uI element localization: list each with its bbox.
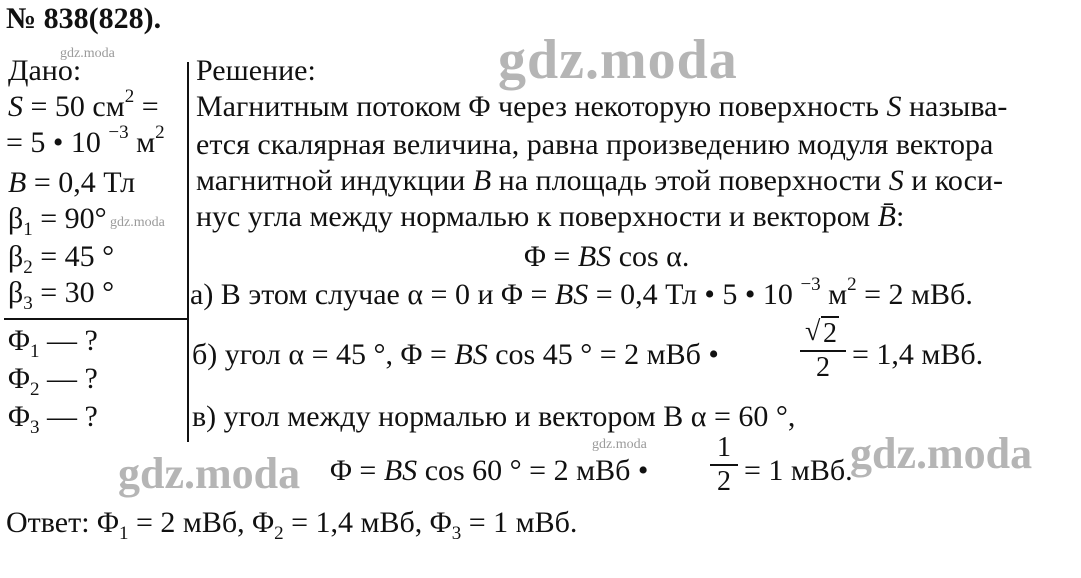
given-area-si: = 5 • 10 $^{-3}$ $м^2$	[6, 122, 165, 159]
watermark-bottom-right: gdz.moda	[850, 429, 1033, 478]
find-phi2: $\Phi_2$ — ?	[8, 362, 98, 400]
find-phi1: $\Phi_1$ — ?	[8, 324, 98, 362]
solution-case-b: б) угол α = 45 °, Φ = BS cos 45 ° = 2 мВб •	[192, 338, 719, 371]
watermark-small-2: gdz.moda	[110, 215, 165, 230]
watermark-small-1: gdz.moda	[60, 46, 115, 61]
divider-given-find	[4, 318, 188, 320]
divider-vertical	[187, 62, 189, 442]
solution-case-a: а) В этом случае α = 0 и Φ = BS = 0,4 Тл • 5 • 10 $^{-3}$ $м^2 = 2$ мВб.	[190, 274, 973, 311]
watermark-small-3: gdz.moda	[592, 437, 647, 452]
problem-number: № 838(828).	[6, 2, 162, 35]
solution-def-line1: Магнитным потоком Φ через некоторую поверхность S называ-	[196, 90, 1008, 123]
solution-def-line4: нус угла между нормалью к поверхности и вектором B̄:	[196, 200, 905, 233]
find-phi3: $\Phi_3$ — ?	[8, 400, 98, 438]
watermark-top: gdz.moda	[498, 29, 738, 91]
case-c-fraction: 1 2	[710, 432, 738, 498]
sqrt-symbol: √ 2	[807, 318, 839, 350]
solution-case-c-result: = 1 мВб.	[744, 454, 853, 487]
solution-case-b-result: = 1,4 мВб.	[852, 338, 984, 371]
solution-case-c-formula: Φ = BS cos 60 ° = 2 мВб •	[330, 454, 649, 487]
given-induction: B = 0,4 Тл	[8, 166, 136, 199]
solution-title: Решение:	[196, 54, 316, 87]
given-beta3: $\beta_3 = 30$ °	[8, 276, 115, 314]
given-area: S = 50 $см^2$ =	[8, 86, 159, 123]
answer-line: Ответ: $\Phi_1 = 2$ мВб, $\Phi_2 = 1,4$ мВб, $\Phi_3 = 1$ мВб.	[6, 506, 578, 544]
given-title: Дано:	[8, 54, 82, 87]
watermark-bottom-left: gdz.moda	[118, 449, 301, 498]
given-beta1: $\beta_1 = 90^\circ$	[8, 202, 107, 240]
solution-def-line2: ется скалярная величина, равна произведению модуля вектора	[196, 128, 994, 161]
solution-def-line3: магнитной индукции B на площадь этой поверхности S и коси-	[196, 164, 1003, 197]
solution-case-c: в) угол между нормалью и вектором В α = 60 °,	[192, 400, 796, 433]
given-beta2: $\beta_2 = 45$ °	[8, 240, 115, 278]
case-b-fraction: √ 2 2	[800, 318, 846, 384]
solution-formula: Φ = BS cos α.	[524, 240, 690, 273]
